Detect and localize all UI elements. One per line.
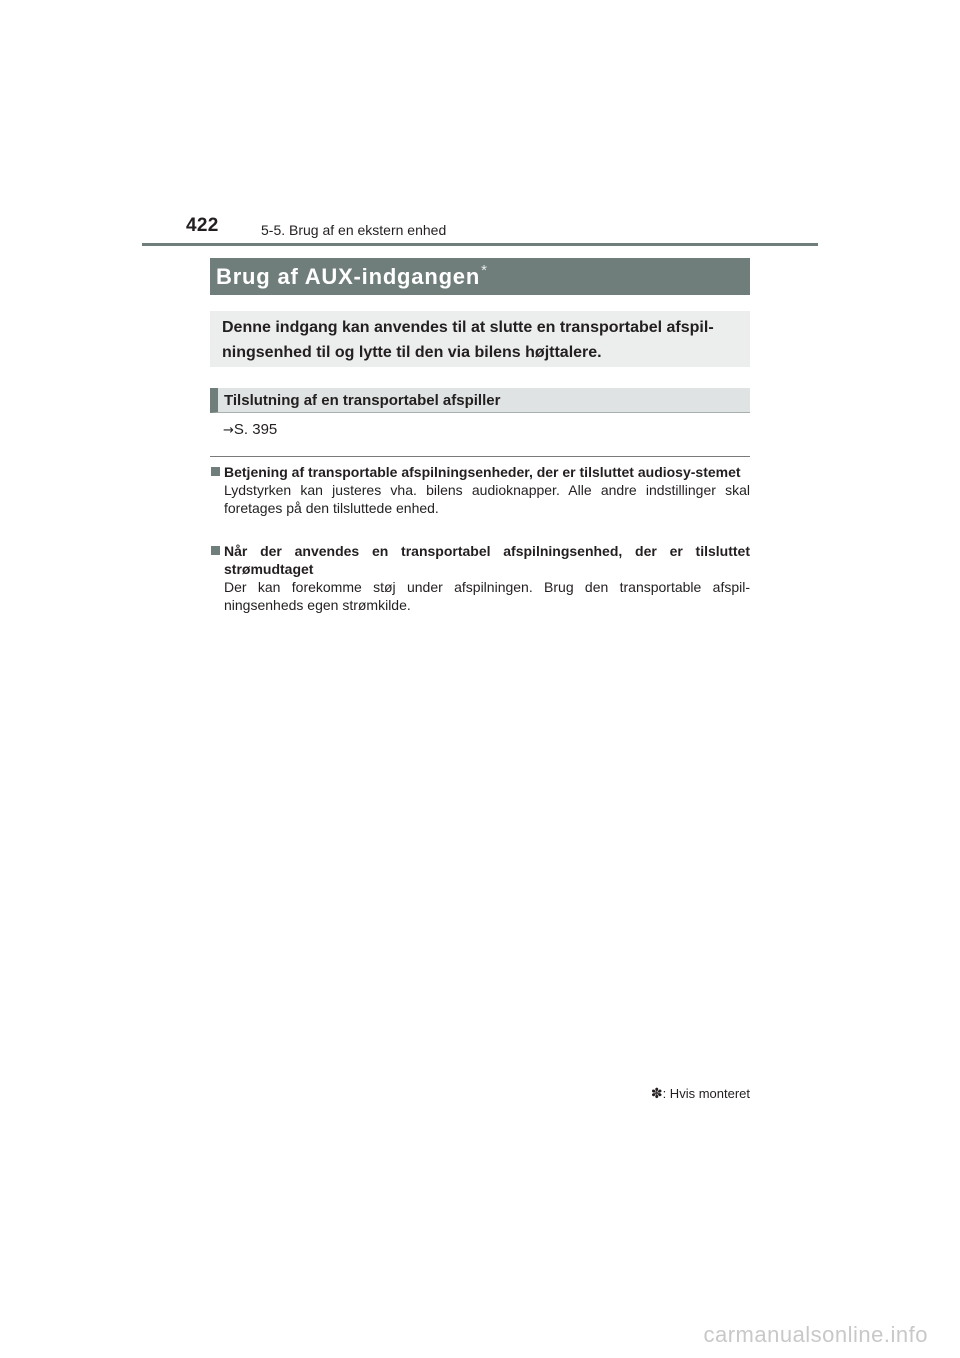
watermark: carmanualsonline.info — [703, 1322, 928, 1347]
header-rule — [142, 243, 818, 246]
section-label: 5-5. Brug af en ekstern enhed — [261, 222, 447, 238]
page-title: Brug af AUX-indgangen — [216, 264, 481, 289]
title-bar — [210, 258, 750, 295]
note-body: Lydstyrken kan justeres vha. bilens audioknapper. Alle andre indstillinger skal foretages på den tilsluttede enhed. — [224, 482, 750, 516]
subheading: Tilslutning af en transportabel afspiller — [210, 388, 750, 413]
page-number: 422 — [186, 215, 219, 236]
note-power-outlet — [210, 542, 750, 614]
asterisk-icon: ✽ — [650, 1086, 663, 1102]
note-heading: Betjening af transportable afspilningsenheder, der er tilsluttet audiosy-stemet — [224, 464, 741, 480]
reference-link[interactable]: S. 395 — [233, 421, 278, 438]
footnote — [651, 1086, 750, 1102]
note-operation — [210, 463, 750, 517]
arrow-icon: → — [223, 423, 234, 438]
note-heading: Når der anvendes en transportabel afspilningsenhed, der er tilsluttet strømudtaget — [224, 543, 750, 577]
title-asterisk: * — [481, 262, 488, 279]
square-bullet-icon — [211, 467, 220, 476]
page-reference — [223, 421, 277, 438]
divider — [210, 456, 750, 457]
footnote-text: : Hvis monteret — [662, 1086, 750, 1101]
intro-box: Denne indgang kan anvendes til at slutte en transportabel afspil-ningsenhed til og lytte til den via bilens højttalere. — [210, 311, 750, 367]
note-body: Der kan forekomme støj under afspilningen. Brug den transportable afspil-ningsenheds egen strømkilde. — [224, 579, 750, 613]
square-bullet-icon — [211, 546, 220, 555]
